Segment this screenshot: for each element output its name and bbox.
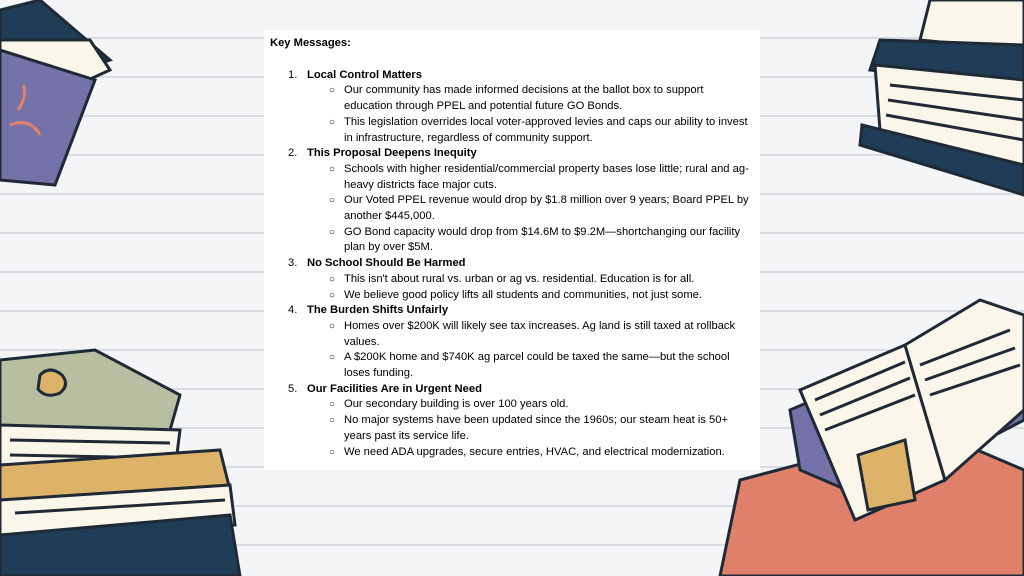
bullet-text: This isn't about rural vs. urban or ag vs. residential. Education is for all. — [344, 272, 695, 285]
section-number: 4. — [288, 304, 298, 317]
message-section — [270, 146, 754, 256]
message-section — [270, 382, 754, 461]
section-heading: This Proposal Deepens Inequity — [307, 147, 477, 160]
section-heading-row — [270, 68, 754, 84]
bullet-list — [270, 272, 754, 303]
section-heading-row — [270, 146, 754, 162]
section-heading: Local Control Matters — [307, 68, 422, 81]
bullet-item — [270, 288, 754, 304]
section-number: 1. — [288, 68, 298, 81]
bullet-item — [270, 397, 754, 413]
sections-list — [270, 68, 754, 461]
hollow-bullet-icon: ○ — [329, 352, 336, 364]
section-number: 3. — [288, 257, 298, 270]
hollow-bullet-icon: ○ — [329, 226, 336, 238]
bullet-list — [270, 83, 754, 146]
bullet-item — [270, 83, 754, 114]
message-section — [270, 68, 754, 147]
hollow-bullet-icon: ○ — [329, 320, 336, 332]
message-section — [270, 256, 754, 303]
hollow-bullet-icon: ○ — [329, 85, 336, 97]
hollow-bullet-icon: ○ — [329, 289, 336, 301]
bottom-left-books-icon — [0, 350, 240, 576]
section-number: 5. — [288, 382, 298, 395]
section-heading: The Burden Shifts Unfairly — [307, 304, 449, 317]
bullet-text: This legislation overrides local voter-approved levies and caps our ability to invest in infrastructure, regardless of community support. — [344, 115, 748, 144]
bullet-text: No major systems have been updated since the 1960s; our steam heat is 50+ years past its service life. — [344, 414, 729, 442]
bullet-text: Our secondary building is over 100 years old. — [344, 398, 569, 411]
hollow-bullet-icon: ○ — [329, 399, 336, 411]
document-title: Key Messages: — [270, 37, 351, 49]
bullet-item — [270, 413, 754, 444]
section-heading-row — [270, 256, 754, 272]
bullet-item — [270, 115, 754, 146]
section-heading-row — [270, 382, 754, 398]
section-heading: Our Facilities Are in Urgent Need — [307, 382, 482, 395]
bullet-list — [270, 162, 754, 256]
section-heading: No School Should Be Harmed — [307, 257, 466, 270]
top-right-books-icon — [860, 0, 1024, 195]
bottom-right-open-book-icon — [720, 300, 1024, 576]
bullet-item — [270, 162, 754, 193]
bullet-item — [270, 445, 754, 461]
bullet-text: We believe good policy lifts all students and communities, not just some. — [344, 288, 702, 301]
bullet-text: Homes over $200K will likely see tax increases. Ag land is still taxed at rollback values. — [344, 319, 736, 348]
bullet-text: Our community has made informed decisions at the ballot box to support education through PPEL and potential future GO Bonds. — [344, 84, 704, 113]
bullet-item — [270, 193, 754, 224]
section-heading-row — [270, 303, 754, 319]
bullet-text: GO Bond capacity would drop from $14.6M to $9.2M—shortchanging our facility plan by over $5M. — [344, 225, 741, 254]
hollow-bullet-icon: ○ — [329, 415, 336, 427]
bullet-text: A $200K home and $740K ag parcel could be taxed the same—but the school loses funding. — [344, 351, 730, 380]
top-left-books-icon — [0, 0, 110, 185]
bullet-item — [270, 225, 754, 256]
section-number: 2. — [288, 147, 298, 160]
message-section — [270, 303, 754, 382]
bullet-item — [270, 350, 754, 381]
hollow-bullet-icon: ○ — [329, 116, 336, 128]
bullet-text: Schools with higher residential/commercial property bases lose little; rural and ag-heavy districts face major cuts. — [344, 162, 749, 191]
bullet-item — [270, 319, 754, 350]
hollow-bullet-icon: ○ — [329, 163, 336, 175]
key-messages-document — [264, 30, 760, 470]
hollow-bullet-icon: ○ — [329, 195, 336, 207]
bullet-item — [270, 272, 754, 288]
hollow-bullet-icon: ○ — [329, 273, 336, 285]
bullet-text: We need ADA upgrades, secure entries, HVAC, and electrical modernization. — [344, 445, 725, 458]
hollow-bullet-icon: ○ — [329, 446, 336, 458]
bullet-text: Our Voted PPEL revenue would drop by $1.8 million over 9 years; Board PPEL by another $445,000. — [344, 194, 749, 223]
bullet-list — [270, 319, 754, 382]
bullet-list — [270, 397, 754, 460]
